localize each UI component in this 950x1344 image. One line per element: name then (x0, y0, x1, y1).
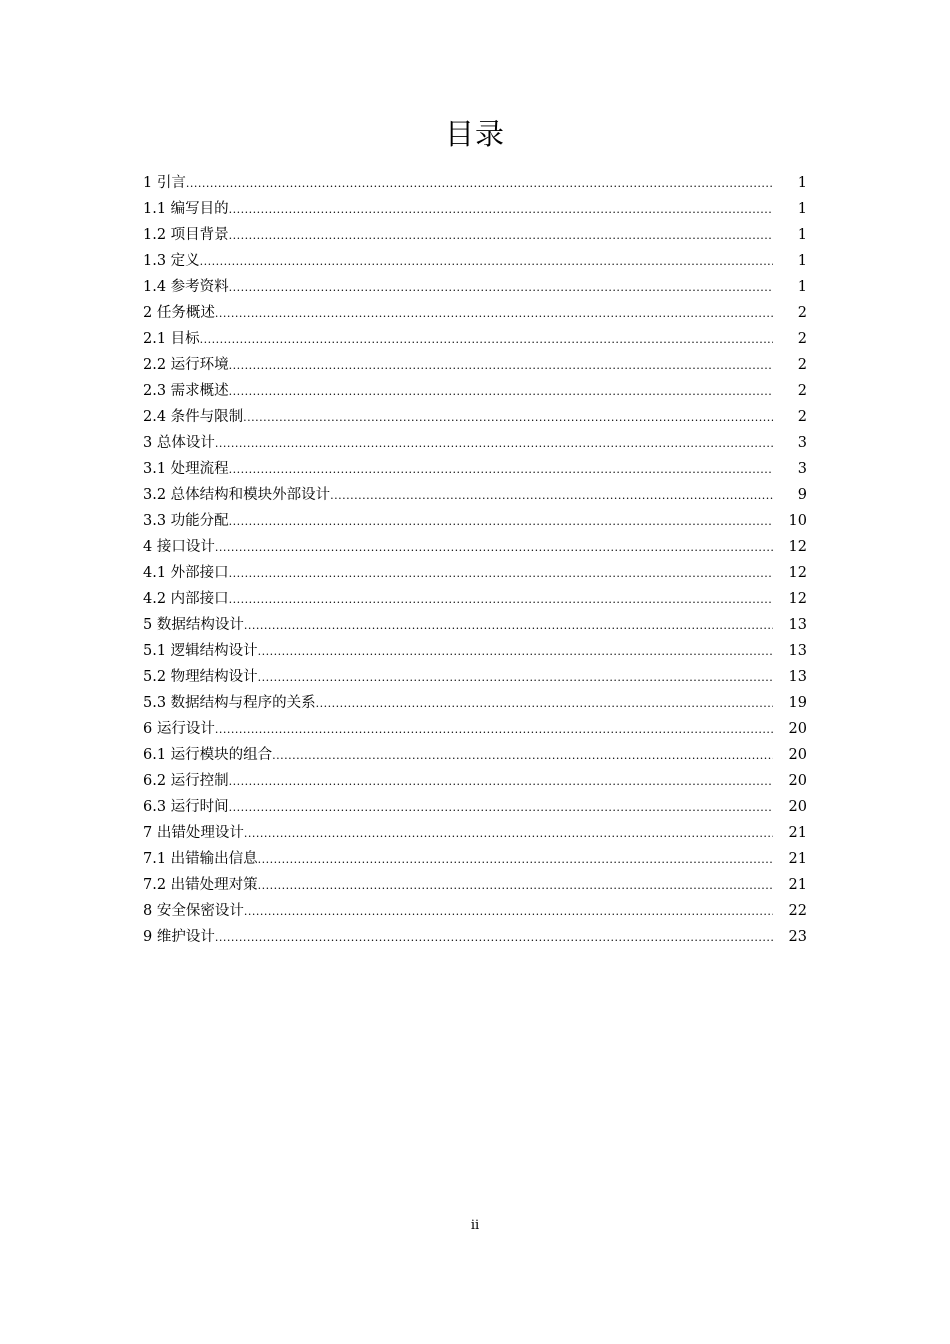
toc-dot-leader (229, 794, 773, 821)
toc-entry-page: 1 (797, 253, 807, 269)
toc-entry[interactable] (143, 196, 823, 222)
toc-entry-page: 2 (797, 331, 807, 347)
toc-entry-label: 6.2 运行控制 (143, 773, 229, 789)
toc-entry-label: 3.3 功能分配 (143, 513, 229, 529)
toc-entry-label: 2 任务概述 (143, 305, 215, 321)
toc-entry[interactable] (143, 820, 823, 846)
toc-entry-label: 3.2 总体结构和模块外部设计 (143, 487, 331, 503)
toc-entry[interactable] (143, 716, 823, 742)
toc-entry-page: 20 (788, 799, 807, 815)
toc-entry-page: 3 (797, 435, 807, 451)
toc-dot-leader (200, 248, 773, 275)
toc-entry-label: 6.1 运行模块的组合 (143, 747, 273, 763)
toc-entry-page: 12 (788, 565, 807, 581)
toc-entry-label: 9 维护设计 (143, 929, 215, 945)
toc-entry-label: 4.2 内部接口 (143, 591, 229, 607)
toc-dot-leader (229, 768, 773, 795)
toc-entry-label: 5 数据结构设计 (143, 617, 244, 633)
toc-dot-leader (229, 378, 773, 405)
toc-entry-label: 2.1 目标 (143, 331, 200, 347)
toc-entry-page: 21 (788, 851, 807, 867)
toc-entry[interactable] (143, 924, 823, 950)
toc-dot-leader (229, 222, 773, 249)
toc-entry[interactable] (143, 274, 823, 300)
toc-entry[interactable] (143, 222, 823, 248)
toc-entry-label: 8 安全保密设计 (143, 903, 244, 919)
toc-entry[interactable] (143, 898, 823, 924)
toc-entry-page: 13 (788, 643, 807, 659)
toc-entry-label: 7 出错处理设计 (143, 825, 244, 841)
toc-entry-label: 4 接口设计 (143, 539, 215, 555)
toc-entry[interactable] (143, 664, 823, 690)
toc-dot-leader (229, 352, 773, 379)
toc-entry-page: 1 (797, 175, 807, 191)
toc-dot-leader (316, 690, 773, 717)
toc-entry-label: 5.1 逻辑结构设计 (143, 643, 258, 659)
toc-dot-leader (272, 742, 773, 769)
toc-entry[interactable] (143, 742, 823, 768)
toc-entry-page: 10 (788, 513, 807, 529)
toc-entry-page: 3 (797, 461, 807, 477)
toc-entry-label: 1 引言 (143, 175, 186, 191)
toc-entry[interactable] (143, 456, 823, 482)
toc-entry-page: 2 (797, 305, 807, 321)
toc-entry[interactable] (143, 430, 823, 456)
toc-entry-label: 5.2 物理结构设计 (143, 669, 258, 685)
toc-entry[interactable] (143, 612, 823, 638)
toc-entry[interactable] (143, 378, 823, 404)
toc-entry-page: 2 (797, 383, 807, 399)
toc-entry-page: 20 (788, 773, 807, 789)
toc-dot-leader (200, 326, 773, 353)
toc-entry-page: 19 (788, 695, 807, 711)
toc-dot-leader (258, 638, 773, 665)
toc-entry-page: 9 (797, 487, 807, 503)
toc-entry-label: 2.3 需求概述 (143, 383, 229, 399)
toc-dot-leader (244, 898, 773, 925)
toc-entry-page: 23 (788, 929, 807, 945)
toc-entry[interactable] (143, 872, 823, 898)
toc-entry-label: 1.1 编写目的 (143, 201, 229, 217)
toc-dot-leader (244, 820, 773, 847)
toc-entry[interactable] (143, 846, 823, 872)
toc-entry-page: 21 (788, 825, 807, 841)
toc-entry-label: 2.4 条件与限制 (143, 409, 244, 425)
toc-dot-leader (215, 300, 773, 327)
toc-dot-leader (186, 170, 773, 197)
toc-dot-leader (258, 846, 773, 873)
toc-dot-leader (215, 534, 773, 561)
toc-entry-page: 22 (788, 903, 807, 919)
toc-entry-label: 3 总体设计 (143, 435, 215, 451)
toc-dot-leader (244, 612, 773, 639)
toc-entry-label: 7.1 出错输出信息 (143, 851, 258, 867)
toc-entry-page: 2 (797, 357, 807, 373)
toc-entry-page: 1 (797, 201, 807, 217)
toc-entry-label: 2.2 运行环境 (143, 357, 229, 373)
toc-entry-page: 2 (797, 409, 807, 425)
toc-entry-label: 1.4 参考资料 (143, 279, 229, 295)
toc-entry-page: 1 (797, 227, 807, 243)
toc-dot-leader (229, 456, 773, 483)
toc-entry-label: 5.3 数据结构与程序的关系 (143, 695, 316, 711)
footer-page-number: ii (470, 1218, 480, 1233)
toc-entry-page: 13 (788, 617, 807, 633)
toc-entry-page: 12 (788, 591, 807, 607)
toc-entry[interactable] (143, 508, 823, 534)
toc-dot-leader (215, 716, 773, 743)
toc-entry[interactable] (143, 300, 823, 326)
toc-entry-label: 6 运行设计 (143, 721, 215, 737)
toc-dot-leader (243, 404, 773, 431)
toc-entry-page: 12 (788, 539, 807, 555)
toc-entry-label: 3.1 处理流程 (143, 461, 229, 477)
toc-entry[interactable] (143, 248, 823, 274)
toc-dot-leader (229, 196, 773, 223)
toc-entry[interactable] (143, 586, 823, 612)
toc-dot-leader (229, 508, 773, 535)
toc-dot-leader (215, 924, 773, 951)
toc-entry-page: 13 (788, 669, 807, 685)
toc-dot-leader (215, 430, 773, 457)
toc-entry-page: 20 (788, 721, 807, 737)
toc-entry[interactable] (143, 794, 823, 820)
toc-dot-leader (258, 872, 773, 899)
toc-entry[interactable] (143, 638, 823, 664)
toc-entry-label: 1.3 定义 (143, 253, 200, 269)
toc-entry-page: 20 (788, 747, 807, 763)
toc-entry[interactable] (143, 482, 823, 508)
toc-entry[interactable] (143, 560, 823, 586)
toc-entry-label: 7.2 出错处理对策 (143, 877, 258, 893)
toc-entry[interactable] (143, 768, 823, 794)
toc-dot-leader (229, 274, 773, 301)
toc-dot-leader (258, 664, 773, 691)
page-title: 目录 (444, 117, 505, 151)
toc-entry-label: 4.1 外部接口 (143, 565, 229, 581)
toc-entry[interactable] (143, 352, 823, 378)
toc-entry-page: 1 (797, 279, 807, 295)
toc-entry-label: 6.3 运行时间 (143, 799, 229, 815)
toc-dot-leader (229, 560, 773, 587)
toc-entry-page: 21 (788, 877, 807, 893)
toc-entry[interactable] (143, 326, 823, 352)
table-of-contents (143, 170, 823, 950)
toc-entry[interactable] (143, 404, 823, 430)
toc-entry[interactable] (143, 690, 823, 716)
toc-entry[interactable] (143, 534, 823, 560)
toc-entry[interactable] (143, 170, 823, 196)
toc-entry-label: 1.2 项目背景 (143, 227, 229, 243)
toc-dot-leader (229, 586, 773, 613)
toc-dot-leader (330, 482, 773, 509)
